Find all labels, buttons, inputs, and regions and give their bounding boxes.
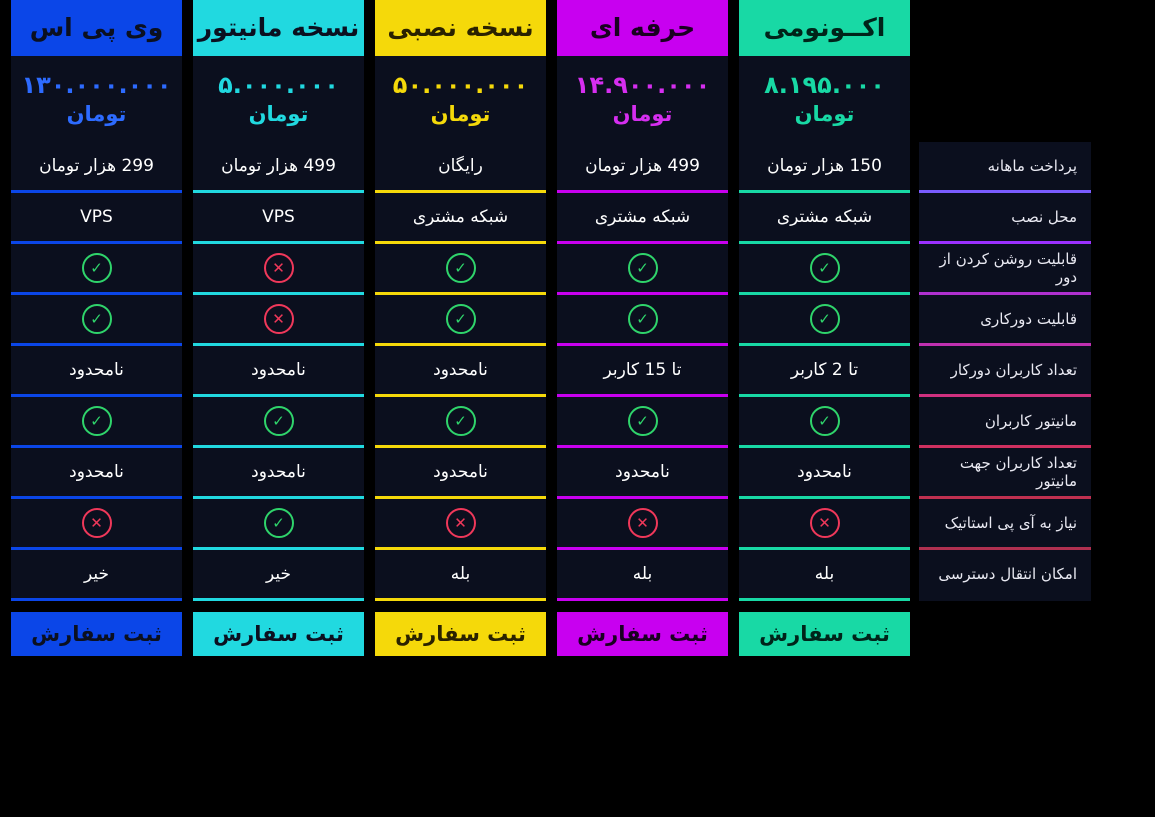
cell-value: بله	[450, 564, 471, 584]
order-button[interactable]: ثبت سفارش	[739, 612, 910, 656]
plan-feature-cell	[557, 244, 728, 295]
feature-label	[919, 142, 1091, 193]
plan-name: نسخه مانیتور	[193, 0, 364, 56]
plan-currency: تومان	[794, 102, 855, 126]
plan-feature-cell	[193, 499, 364, 550]
feature-label-column	[919, 0, 1091, 601]
plan-header	[375, 0, 546, 142]
check-circle-icon: ✓	[264, 406, 294, 436]
plan-feature-cell	[193, 244, 364, 295]
cross-circle-icon: ✕	[82, 508, 112, 538]
cell-value: نامحدود	[69, 462, 124, 482]
cell-value: VPS	[262, 207, 295, 227]
check-circle-icon: ✓	[446, 253, 476, 283]
cell-value: تا 15 کاربر	[603, 360, 682, 380]
plan-feature-cell	[193, 397, 364, 448]
plan-feature-cell	[375, 295, 546, 346]
feature-label-text: محل نصب	[1011, 208, 1077, 226]
plan-feature-cell	[375, 244, 546, 295]
plan-name: اکــونومی	[739, 0, 910, 56]
feature-label-text: تعداد کاربران دورکار	[950, 361, 1077, 379]
check-circle-icon: ✓	[628, 304, 658, 334]
plan-name: نسخه نصبی	[375, 0, 546, 56]
feature-label-text: قابلیت روشن کردن از دور	[939, 250, 1077, 286]
check-circle-icon: ✓	[628, 406, 658, 436]
plan-feature-cell	[739, 346, 910, 397]
plan-feature-cell	[193, 142, 364, 193]
order-button[interactable]: ثبت سفارش	[557, 612, 728, 656]
cell-value: شبکه مشتری	[594, 207, 691, 227]
plan-price-block	[557, 56, 728, 142]
order-button[interactable]: ثبت سفارش	[11, 612, 182, 656]
feature-label	[919, 295, 1091, 346]
cell-value: 499 هزار تومان	[585, 156, 700, 176]
cell-value: بله	[632, 564, 653, 584]
plan-feature-cell	[739, 499, 910, 550]
plan-header	[193, 0, 364, 142]
plan-feature-cell	[11, 193, 182, 244]
plan-feature-cell	[557, 193, 728, 244]
plan-feature-cell	[375, 499, 546, 550]
plan-column	[193, 0, 364, 656]
plan-feature-cell	[11, 142, 182, 193]
plan-price-block	[193, 56, 364, 142]
plan-feature-cell	[193, 448, 364, 499]
plan-name: وی پی اس	[11, 0, 182, 56]
check-circle-icon: ✓	[82, 304, 112, 334]
cell-value: نامحدود	[251, 462, 306, 482]
plan-header	[739, 0, 910, 142]
check-circle-icon: ✓	[82, 406, 112, 436]
cell-value: 299 هزار تومان	[39, 156, 154, 176]
feature-label	[919, 550, 1091, 601]
plan-feature-cell	[739, 142, 910, 193]
check-circle-icon: ✓	[264, 508, 294, 538]
check-circle-icon: ✓	[82, 253, 112, 283]
plan-feature-cell	[11, 346, 182, 397]
plan-price: ۵.۰۰۰.۰۰۰	[218, 71, 339, 99]
cell-value: نامحدود	[615, 462, 670, 482]
plan-feature-cell	[375, 550, 546, 601]
cell-value: نامحدود	[433, 462, 488, 482]
feature-label-text: مانیتور کاربران	[984, 412, 1077, 430]
plan-price: ۸.۱۹۵.۰۰۰	[764, 71, 885, 99]
plan-feature-cell	[193, 346, 364, 397]
plan-price-block	[375, 56, 546, 142]
plan-feature-cell	[739, 295, 910, 346]
cross-circle-icon: ✕	[264, 304, 294, 334]
check-circle-icon: ✓	[628, 253, 658, 283]
plan-price: ۵۰.۰۰۰.۰۰۰	[392, 71, 529, 99]
cell-value: نامحدود	[797, 462, 852, 482]
check-circle-icon: ✓	[810, 406, 840, 436]
plan-feature-cell	[375, 346, 546, 397]
check-circle-icon: ✓	[446, 304, 476, 334]
order-button[interactable]: ثبت سفارش	[193, 612, 364, 656]
cell-value: نامحدود	[69, 360, 124, 380]
feature-label	[919, 397, 1091, 448]
plan-feature-cell	[11, 244, 182, 295]
plan-feature-cell	[557, 499, 728, 550]
cell-value: بله	[814, 564, 835, 584]
plan-name: حرفه ای	[557, 0, 728, 56]
plan-feature-cell	[193, 295, 364, 346]
check-circle-icon: ✓	[810, 304, 840, 334]
cell-value: 150 هزار تومان	[767, 156, 882, 176]
check-circle-icon: ✓	[446, 406, 476, 436]
feature-label	[919, 244, 1091, 295]
plan-price-block	[739, 56, 910, 142]
plan-column	[739, 0, 910, 656]
plan-currency: تومان	[248, 102, 309, 126]
plan-feature-cell	[739, 448, 910, 499]
plan-feature-cell	[557, 346, 728, 397]
cell-value: خیر	[265, 564, 292, 584]
plan-price-block	[11, 56, 182, 142]
plan-feature-cell	[557, 295, 728, 346]
plan-feature-cell	[375, 397, 546, 448]
check-circle-icon: ✓	[810, 253, 840, 283]
cell-value: نامحدود	[251, 360, 306, 380]
cell-value: 499 هزار تومان	[221, 156, 336, 176]
feature-label	[919, 448, 1091, 499]
cross-circle-icon: ✕	[810, 508, 840, 538]
plan-feature-cell	[557, 397, 728, 448]
cross-circle-icon: ✕	[446, 508, 476, 538]
plan-feature-cell	[739, 550, 910, 601]
plan-feature-cell	[193, 550, 364, 601]
cell-value: VPS	[80, 207, 113, 227]
plan-feature-cell	[11, 397, 182, 448]
plan-column	[11, 0, 182, 656]
plan-feature-cell	[557, 550, 728, 601]
plan-feature-cell	[557, 448, 728, 499]
plan-feature-cell	[739, 244, 910, 295]
plan-price: ۱۴.۹۰۰.۰۰۰	[574, 71, 711, 99]
plan-feature-cell	[11, 550, 182, 601]
plan-feature-cell	[375, 448, 546, 499]
feature-label	[919, 193, 1091, 244]
plan-feature-cell	[11, 295, 182, 346]
cell-value: شبکه مشتری	[412, 207, 509, 227]
plan-feature-cell	[557, 142, 728, 193]
plan-currency: تومان	[430, 102, 491, 126]
cross-circle-icon: ✕	[264, 253, 294, 283]
feature-label-text: امکان انتقال دسترسی	[938, 565, 1077, 583]
plan-header	[11, 0, 182, 142]
plan-column	[375, 0, 546, 656]
cell-value: خیر	[83, 564, 110, 584]
plan-column	[557, 0, 728, 656]
plan-feature-cell	[739, 193, 910, 244]
feature-label-text: پرداخت ماهانه	[987, 157, 1077, 175]
cell-value: شبکه مشتری	[776, 207, 873, 227]
plan-price: ۱۳۰.۰۰۰.۰۰۰	[21, 71, 172, 99]
plan-feature-cell	[375, 193, 546, 244]
plan-currency: تومان	[66, 102, 127, 126]
plan-feature-cell	[193, 193, 364, 244]
feature-label-text: تعداد کاربران جهت مانیتور	[959, 454, 1077, 490]
cell-value: تا 2 کاربر	[790, 360, 859, 380]
cross-circle-icon: ✕	[628, 508, 658, 538]
plan-feature-cell	[375, 142, 546, 193]
feature-label	[919, 346, 1091, 397]
plan-header	[557, 0, 728, 142]
plan-currency: تومان	[612, 102, 673, 126]
plan-feature-cell	[11, 448, 182, 499]
plan-feature-cell	[739, 397, 910, 448]
feature-label-text: نیاز به آی پی استاتیک	[944, 514, 1077, 532]
feature-label	[919, 499, 1091, 550]
cell-value: نامحدود	[433, 360, 488, 380]
order-button[interactable]: ثبت سفارش	[375, 612, 546, 656]
cell-value: رایگان	[438, 156, 483, 176]
plan-feature-cell	[11, 499, 182, 550]
feature-label-text: قابلیت دورکاری	[980, 310, 1077, 328]
